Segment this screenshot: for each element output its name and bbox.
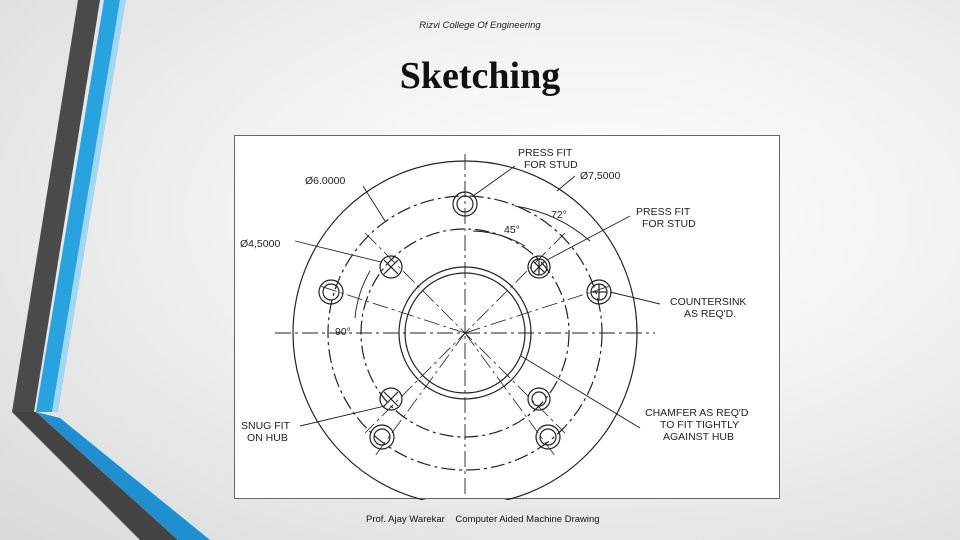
label-angle-45: 45°	[504, 224, 520, 236]
label-snug-fit-b: ON HUB	[247, 432, 288, 444]
label-angle-72: 72°	[551, 209, 567, 221]
label-press-fit-2b: FOR STUD	[642, 218, 696, 230]
flange-drawing	[235, 136, 781, 500]
label-chamfer-b: TO FIT TIGHTLY	[660, 419, 740, 431]
hole-72-left	[319, 280, 343, 304]
label-countersink-a: COUNTERSINK	[670, 296, 747, 308]
label-press-fit-2a: PRESS FIT	[636, 206, 691, 218]
footer-credit: Prof. Ajay Warekar Computer Aided Machine Drawing	[366, 514, 600, 525]
technical-drawing-figure	[234, 135, 780, 499]
hole-72-bottom-right	[536, 425, 560, 449]
angle-arc-90	[355, 271, 370, 318]
label-chamfer-c: AGAINST HUB	[663, 431, 734, 443]
slide-title: Sketching	[399, 55, 561, 97]
label-snug-fit-a: SNUG FIT	[241, 420, 290, 432]
label-chamfer-a: CHAMFER AS REQ'D	[645, 407, 749, 419]
label-countersink-b: AS REQ'D.	[684, 308, 737, 320]
corner-dark	[12, 412, 178, 540]
college-header: Rizvi College Of Engineering	[419, 20, 541, 31]
centerline-72deg-c	[465, 333, 555, 456]
label-angle-90: 90°	[335, 326, 351, 338]
label-press-fit-1b: FOR STUD	[524, 159, 578, 171]
label-press-fit-1a: PRESS FIT	[518, 147, 573, 159]
centerline-72deg-d	[375, 333, 465, 456]
label-dia-7500: Ø7,5000	[580, 170, 621, 182]
centerline-72deg-a	[465, 286, 610, 333]
label-dia-4500: Ø4,5000	[240, 238, 281, 250]
hole-72-bottom-left	[370, 425, 394, 449]
hole-45-top-right	[528, 256, 550, 278]
hole-72-right	[587, 280, 611, 304]
label-dia-6000: Ø6.0000	[305, 175, 346, 187]
